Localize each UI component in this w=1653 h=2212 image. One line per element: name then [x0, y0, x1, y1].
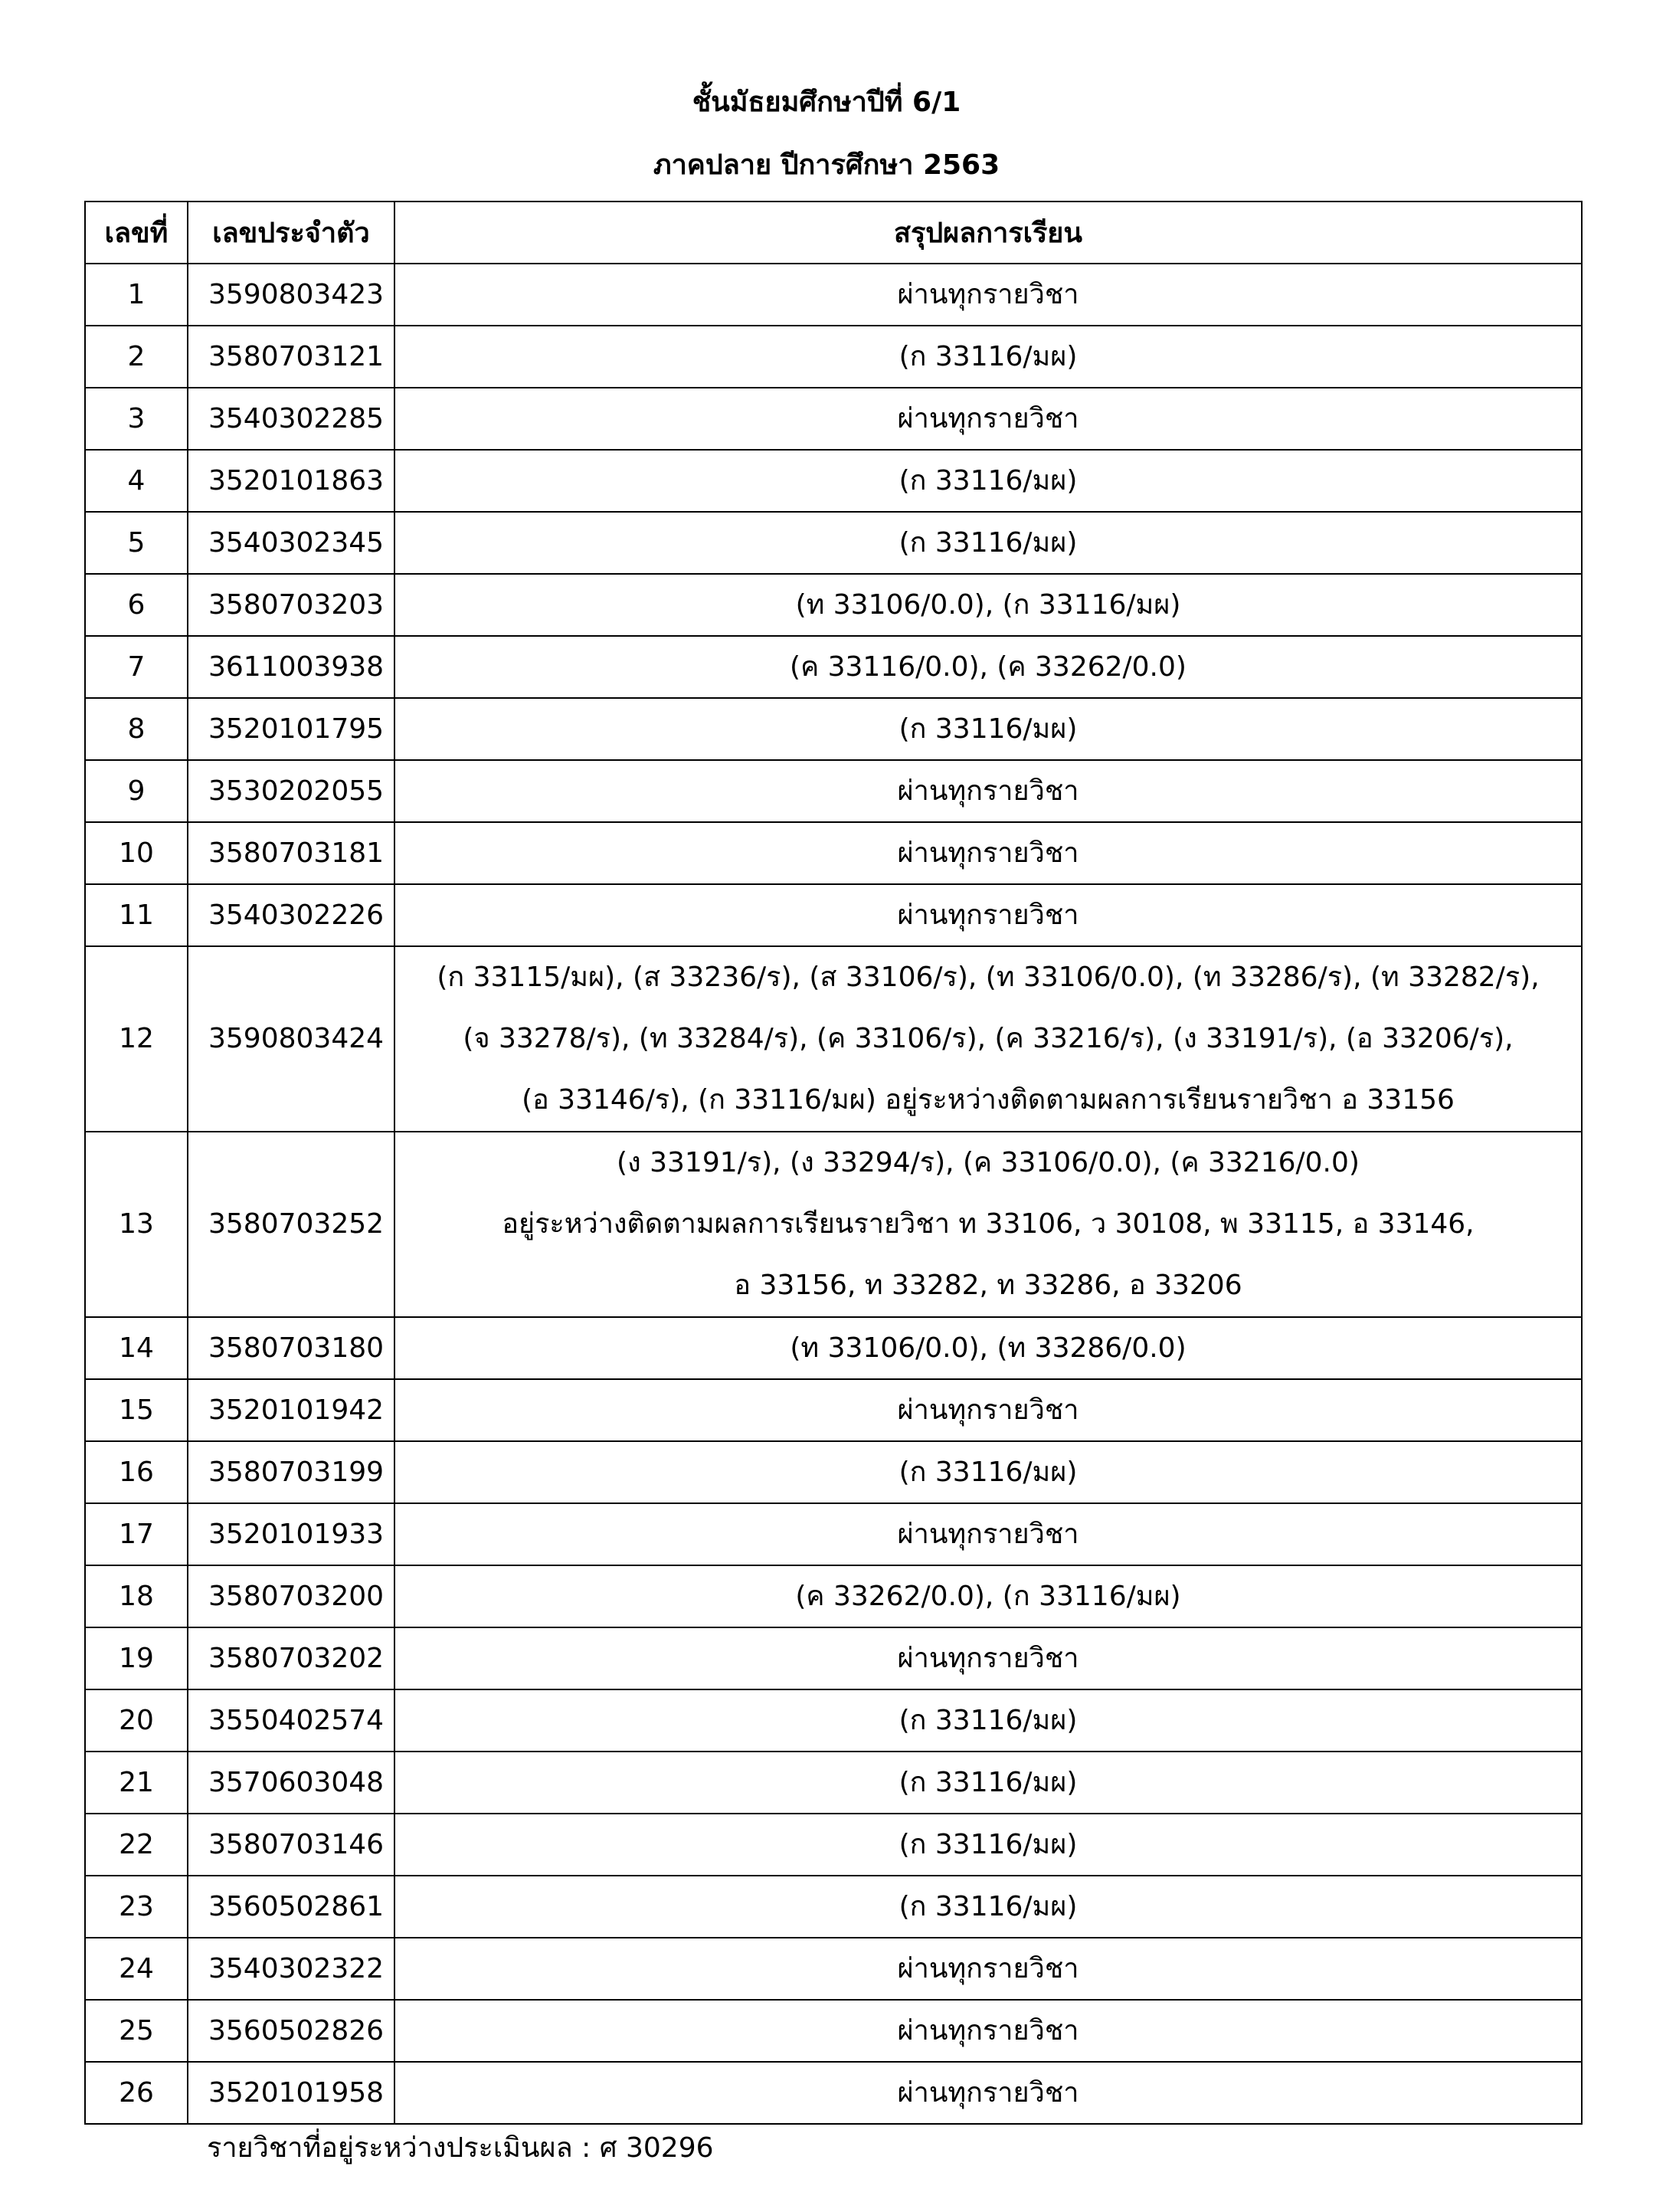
result-line: ผ่านทุกรายวิชา — [897, 837, 1079, 869]
result-line: ผ่านทุกรายวิชา — [897, 899, 1079, 931]
table-row — [85, 326, 1582, 388]
student-id: 3520101795 — [188, 698, 394, 760]
row-number: 18 — [85, 1565, 188, 1627]
table-row — [85, 450, 1582, 512]
result-summary — [394, 1503, 1582, 1565]
row-number: 12 — [85, 946, 188, 1132]
table-row — [85, 1132, 1582, 1317]
result-line: (ค 33116/0.0), (ค 33262/0.0) — [790, 650, 1187, 683]
table-row — [85, 1938, 1582, 2000]
result-summary — [394, 760, 1582, 822]
result-summary — [394, 2000, 1582, 2062]
row-number: 5 — [85, 512, 188, 574]
row-number: 13 — [85, 1132, 188, 1317]
student-id: 3520101863 — [188, 450, 394, 512]
row-number: 17 — [85, 1503, 188, 1565]
student-id: 3580703202 — [188, 1627, 394, 1689]
result-line: อ 33156, ท 33282, ท 33286, อ 33206 — [734, 1270, 1242, 1301]
student-id: 3590803423 — [188, 264, 394, 326]
row-number: 16 — [85, 1441, 188, 1503]
result-line: (จ 33278/ร), (ท 33284/ร), (ค 33106/ร), (ค 33216/ร), (ง 33191/ร), (อ 33206/ร), — [463, 1023, 1514, 1054]
result-line: ผ่านทุกรายวิชา — [897, 1518, 1079, 1550]
table-row — [85, 760, 1582, 822]
student-id: 3580703200 — [188, 1565, 394, 1627]
student-id: 3550402574 — [188, 1689, 394, 1752]
result-line: (ก 33116/มผ) — [899, 340, 1078, 372]
result-line: (ก 33115/มผ), (ส 33236/ร), (ส 33106/ร), (ท 33106/0.0), (ท 33286/ร), (ท 33282/ร), — [437, 962, 1540, 993]
row-number: 21 — [85, 1752, 188, 1814]
result-summary — [394, 264, 1582, 326]
result-line: ผ่านทุกรายวิชา — [897, 402, 1079, 434]
result-line: (ก 33116/มผ) — [899, 713, 1078, 745]
table-row — [85, 1317, 1582, 1379]
header-number: เลขที่ — [85, 202, 188, 264]
result-line: (ท 33106/0.0), (ท 33286/0.0) — [790, 1332, 1187, 1364]
result-line: (ง 33191/ร), (ง 33294/ร), (ค 33106/0.0), (ค 33216/0.0) — [617, 1147, 1360, 1178]
result-line: (ก 33116/มผ) — [899, 1890, 1078, 1922]
result-line: ผ่านทุกรายวิชา — [897, 1952, 1079, 1984]
table-row — [85, 264, 1582, 326]
row-number: 23 — [85, 1876, 188, 1938]
result-summary — [394, 1938, 1582, 2000]
result-summary — [394, 636, 1582, 698]
student-id: 3580703252 — [188, 1132, 394, 1317]
student-id: 3540302345 — [188, 512, 394, 574]
table-row — [85, 574, 1582, 636]
table-row — [85, 2062, 1582, 2124]
table-row — [85, 1814, 1582, 1876]
result-summary — [394, 450, 1582, 512]
row-number: 14 — [85, 1317, 188, 1379]
result-summary — [394, 1379, 1582, 1441]
header-student-id: เลขประจำตัว — [188, 202, 394, 264]
result-summary — [394, 1752, 1582, 1814]
table-row — [85, 1752, 1582, 1814]
result-summary — [394, 1441, 1582, 1503]
result-summary — [394, 698, 1582, 760]
student-id: 3560502861 — [188, 1876, 394, 1938]
table-row — [85, 1876, 1582, 1938]
result-line: (ก 33116/มผ) — [899, 1704, 1078, 1736]
result-line: ผ่านทุกรายวิชา — [897, 2014, 1079, 2047]
row-number: 20 — [85, 1689, 188, 1752]
result-summary — [394, 2062, 1582, 2124]
student-id: 3580703121 — [188, 326, 394, 388]
student-id: 3580703180 — [188, 1317, 394, 1379]
row-number: 22 — [85, 1814, 188, 1876]
row-number: 3 — [85, 388, 188, 450]
table-header-row — [85, 202, 1582, 264]
result-summary — [394, 1876, 1582, 1938]
header-result-summary: สรุปผลการเรียน — [394, 202, 1582, 264]
row-number: 8 — [85, 698, 188, 760]
result-summary — [394, 884, 1582, 946]
student-id: 3580703199 — [188, 1441, 394, 1503]
row-number: 9 — [85, 760, 188, 822]
row-number: 4 — [85, 450, 188, 512]
student-id: 3580703181 — [188, 822, 394, 884]
row-number: 11 — [85, 884, 188, 946]
table-row — [85, 1379, 1582, 1441]
result-summary — [394, 1317, 1582, 1379]
student-id: 3570603048 — [188, 1752, 394, 1814]
result-summary — [394, 822, 1582, 884]
document-title: ชั้นมัธยมศึกษาปีที่ 6/1 — [692, 87, 961, 118]
result-line: ผ่านทุกรายวิชา — [897, 2076, 1079, 2109]
table-row — [85, 2000, 1582, 2062]
row-number: 24 — [85, 1938, 188, 2000]
table-row — [85, 822, 1582, 884]
row-number: 15 — [85, 1379, 188, 1441]
result-line: อยู่ระหว่างติดตามผลการเรียนรายวิชา ท 33106, ว 30108, พ 33115, อ 33146, — [502, 1208, 1475, 1240]
student-id: 3540302322 — [188, 1938, 394, 2000]
result-summary — [394, 512, 1582, 574]
row-number: 10 — [85, 822, 188, 884]
result-line: (ก 33116/มผ) — [899, 464, 1078, 496]
result-summary — [394, 326, 1582, 388]
result-line: (ก 33116/มผ) — [899, 1766, 1078, 1798]
table-row — [85, 1689, 1582, 1752]
row-number: 2 — [85, 326, 188, 388]
student-id: 3590803424 — [188, 946, 394, 1132]
result-line: ผ่านทุกรายวิชา — [897, 1394, 1079, 1426]
result-line: (ค 33262/0.0), (ก 33116/มผ) — [795, 1580, 1181, 1612]
result-summary — [394, 388, 1582, 450]
row-number: 7 — [85, 636, 188, 698]
result-line: ผ่านทุกรายวิชา — [897, 1642, 1079, 1674]
student-id: 3530202055 — [188, 760, 394, 822]
row-number: 26 — [85, 2062, 188, 2124]
result-line: (ท 33106/0.0), (ก 33116/มผ) — [795, 588, 1181, 621]
table-row — [85, 388, 1582, 450]
table-row — [85, 1565, 1582, 1627]
table-row — [85, 946, 1582, 1132]
result-line: (ก 33116/มผ) — [899, 1828, 1078, 1860]
result-summary — [394, 1689, 1582, 1752]
pending-evaluation-note: รายวิชาที่อยู่ระหว่างประเมินผล : ศ 30296 — [207, 2132, 714, 2164]
result-line: (อ 33146/ร), (ก 33116/มผ) อยู่ระหว่างติดตามผลการเรียนรายวิชา อ 33156 — [522, 1084, 1455, 1116]
row-number: 1 — [85, 264, 188, 326]
student-id: 3520101933 — [188, 1503, 394, 1565]
table-row — [85, 636, 1582, 698]
student-id: 3520101958 — [188, 2062, 394, 2124]
result-line: (ก 33116/มผ) — [899, 1456, 1078, 1488]
result-summary — [394, 1627, 1582, 1689]
row-number: 6 — [85, 574, 188, 636]
result-summary — [394, 1565, 1582, 1627]
table-row — [85, 884, 1582, 946]
student-id: 3540302226 — [188, 884, 394, 946]
result-summary — [394, 574, 1582, 636]
table-row — [85, 512, 1582, 574]
student-id: 3611003938 — [188, 636, 394, 698]
student-id: 3520101942 — [188, 1379, 394, 1441]
result-line: (ก 33116/มผ) — [899, 526, 1078, 559]
results-table — [84, 201, 1583, 2125]
student-id: 3560502826 — [188, 2000, 394, 2062]
result-line: ผ่านทุกรายวิชา — [897, 775, 1079, 807]
row-number: 25 — [85, 2000, 188, 2062]
table-row — [85, 1503, 1582, 1565]
row-number: 19 — [85, 1627, 188, 1689]
result-summary — [394, 946, 1582, 1132]
result-line: ผ่านทุกรายวิชา — [897, 278, 1079, 310]
student-id: 3580703146 — [188, 1814, 394, 1876]
result-summary — [394, 1132, 1582, 1317]
student-id: 3580703203 — [188, 574, 394, 636]
table-row — [85, 1627, 1582, 1689]
document-subtitle: ภาคปลาย ปีการศึกษา 2563 — [653, 149, 1000, 181]
table-row — [85, 1441, 1582, 1503]
result-summary — [394, 1814, 1582, 1876]
table-body — [85, 264, 1582, 2124]
table-row — [85, 698, 1582, 760]
student-id: 3540302285 — [188, 388, 394, 450]
